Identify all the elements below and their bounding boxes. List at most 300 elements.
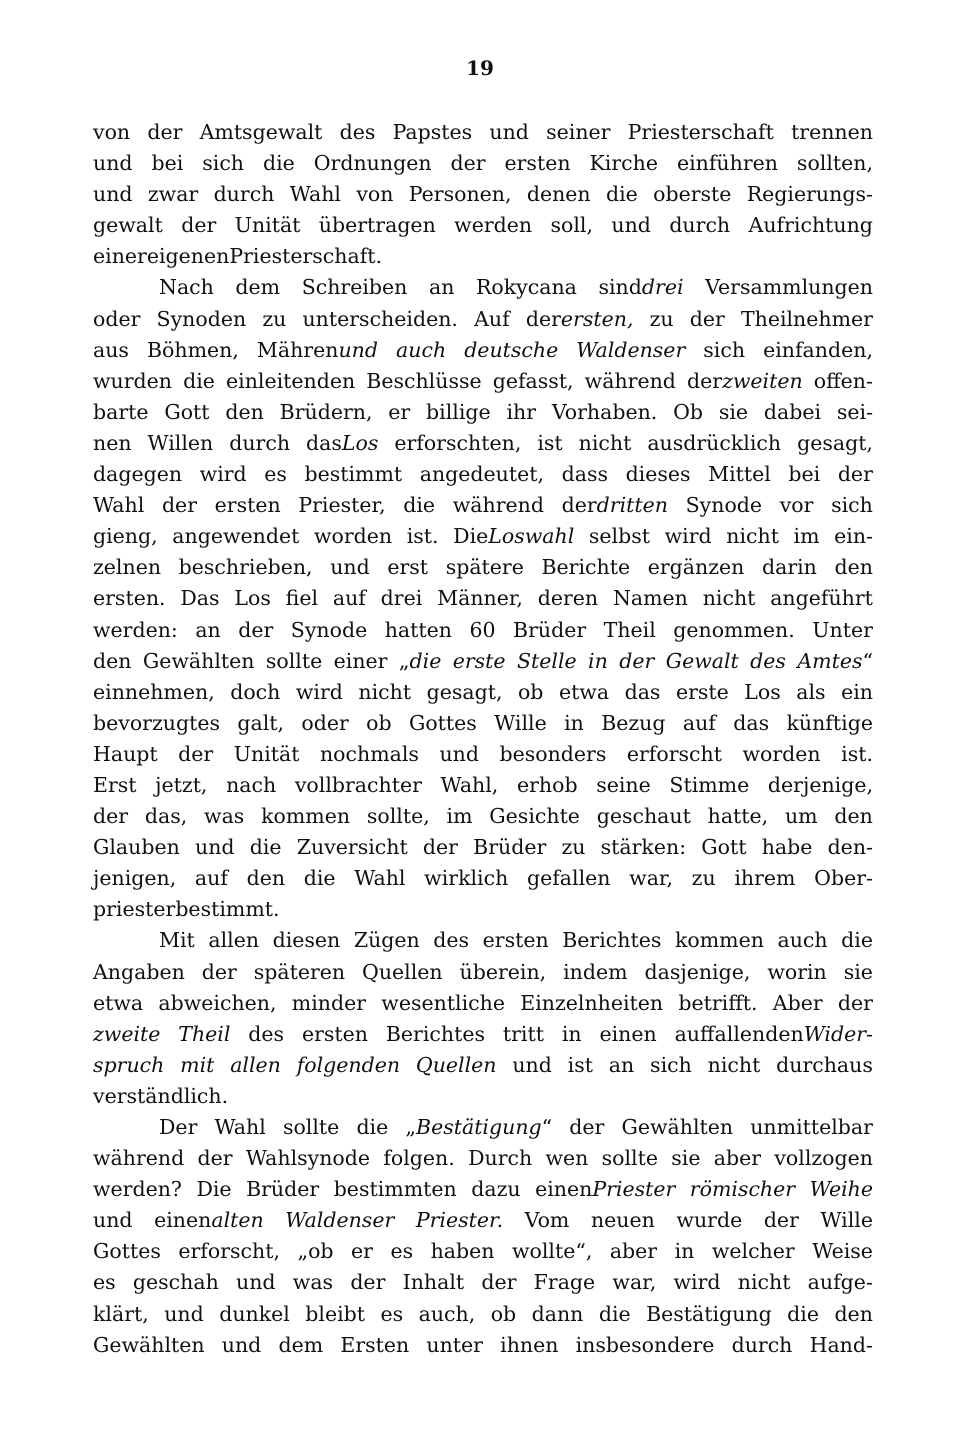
text-line <box>93 179 873 210</box>
word: werden <box>454 213 533 238</box>
word: Berichte <box>541 555 631 580</box>
word: wird <box>199 462 247 487</box>
word: ist <box>567 1052 593 1077</box>
word: Priesterschaft. <box>229 244 383 269</box>
word: jetzt, <box>155 772 208 797</box>
text-line <box>93 894 873 925</box>
text-line <box>93 801 873 832</box>
word: dieses <box>625 462 691 487</box>
word: Theil <box>178 1021 231 1046</box>
word: auffallendenWider- <box>674 1021 873 1046</box>
word: Ob <box>673 399 704 424</box>
word: Brüdern, <box>279 399 373 424</box>
word: die <box>249 835 282 860</box>
word: während <box>584 368 676 393</box>
word: Theilnehmer <box>740 306 873 331</box>
word: Rokycana <box>475 275 577 300</box>
word: übertragen <box>318 213 436 238</box>
word: der <box>178 741 214 766</box>
word: unmittelbar <box>750 1115 873 1139</box>
word: nicht <box>726 524 779 549</box>
word: zwar <box>147 182 199 207</box>
word: und <box>93 1208 133 1233</box>
text-line <box>93 1112 873 1143</box>
word: Haupt <box>93 741 158 766</box>
word: neuen <box>590 1208 655 1233</box>
text-line <box>93 677 873 708</box>
word: Hand- <box>809 1332 873 1357</box>
word: die <box>605 182 638 207</box>
word: erforschten, <box>394 430 522 455</box>
word: nicht <box>707 1052 761 1077</box>
word: Vorhaben. <box>551 399 658 424</box>
word: Gottes <box>408 710 477 735</box>
word: billige <box>426 399 491 424</box>
word: dasLos <box>306 430 379 455</box>
word: im <box>446 804 473 829</box>
word: wird <box>295 679 343 704</box>
word: welcher <box>711 1239 795 1264</box>
word: habe <box>761 835 813 860</box>
word: der <box>619 648 655 673</box>
word: den <box>225 399 264 424</box>
word: wird <box>664 524 712 549</box>
word: zelnen <box>93 555 162 580</box>
word: seine <box>596 772 651 797</box>
word: 60 <box>469 617 496 642</box>
word: Weise <box>812 1239 873 1264</box>
text-line <box>93 148 873 179</box>
word: derersten, <box>525 306 634 331</box>
word: war, <box>629 866 673 891</box>
text-line <box>93 241 873 272</box>
word: die <box>356 1115 389 1139</box>
word: späteren <box>253 959 346 984</box>
word: beschrieben, <box>178 555 313 580</box>
word: priester <box>93 897 176 922</box>
word: Amtes“ <box>797 648 873 673</box>
word: Unität <box>234 213 301 238</box>
word: ersten <box>504 151 571 176</box>
word: sie <box>671 1146 701 1171</box>
word: und <box>330 555 370 580</box>
word: der <box>350 1270 386 1295</box>
word: den <box>93 648 132 673</box>
word: worden <box>313 524 393 549</box>
word: an <box>608 1052 635 1077</box>
word: Waldenser <box>576 337 686 362</box>
word: auf <box>332 586 366 611</box>
word: darin <box>761 555 817 580</box>
word: seiner <box>546 120 611 144</box>
word: Erst <box>93 772 137 797</box>
word: ersten. <box>93 586 166 611</box>
word: dem <box>235 275 281 300</box>
word: gesagt, <box>797 430 873 455</box>
word: in <box>564 710 584 735</box>
word: einenPriester <box>535 1177 676 1202</box>
word: ihnen <box>500 1332 559 1357</box>
word: der <box>422 835 458 860</box>
word: Ordnungen <box>313 151 432 176</box>
word: und <box>93 182 133 207</box>
word: im <box>793 524 820 549</box>
word: wesentliche <box>381 990 505 1015</box>
word: das <box>733 710 770 735</box>
word: Namen <box>612 586 688 611</box>
word: das <box>624 679 661 704</box>
word: dazu <box>471 1177 521 1202</box>
word: Theil <box>603 617 656 642</box>
word: vollbrachter <box>294 772 422 797</box>
word: barte <box>93 399 149 424</box>
word: einenalten <box>154 1208 264 1233</box>
word: gefallen <box>526 866 611 891</box>
word: oberste <box>653 182 732 207</box>
text-line <box>93 428 873 459</box>
word: die <box>262 151 295 176</box>
word: Mit <box>159 928 195 953</box>
word: trennen <box>791 120 873 144</box>
word: Amtsgewalt <box>199 120 323 144</box>
word: Gott <box>701 835 747 860</box>
text-line <box>93 210 873 241</box>
word: einnehmen, <box>93 679 215 704</box>
word: selbst <box>588 524 650 549</box>
word: offen- <box>813 368 873 393</box>
word: ist <box>537 430 563 455</box>
word: geschah <box>132 1270 219 1295</box>
text-line <box>93 739 873 770</box>
word: Vom <box>524 1208 570 1233</box>
word: sollte <box>601 1146 658 1171</box>
word: bevorzugtes <box>93 710 220 735</box>
word: deutsche <box>464 337 559 362</box>
word: einfanden, <box>763 337 873 362</box>
text-line <box>93 1330 873 1361</box>
word: Wille <box>820 1208 873 1233</box>
word: tritt <box>502 1021 544 1046</box>
word: die <box>303 866 336 891</box>
word: mit <box>180 1052 215 1077</box>
word: Stelle <box>516 648 577 673</box>
word: bei <box>788 462 821 487</box>
word: Mittel <box>708 462 771 487</box>
word: ein <box>841 679 873 704</box>
word: hatte, <box>707 804 769 829</box>
word: ausdrücklich <box>647 430 782 455</box>
word: sollten, <box>796 151 873 176</box>
word: einer <box>93 244 147 269</box>
word: allen <box>230 1052 281 1077</box>
word: den <box>246 866 286 891</box>
word: der <box>481 1270 517 1295</box>
word: Einzelnheiten <box>520 990 664 1015</box>
word: auch <box>396 337 447 362</box>
word: es <box>380 1301 404 1326</box>
word: Gott <box>164 399 210 424</box>
word: soll, <box>550 213 593 238</box>
word: wen <box>545 1146 589 1171</box>
word: Unität <box>233 741 300 766</box>
word: gefasst, <box>492 368 574 393</box>
word: geschaut <box>596 804 691 829</box>
word: der <box>689 306 725 331</box>
word: nochmals <box>319 741 419 766</box>
word: gewalt <box>93 213 163 238</box>
word: sich <box>202 151 245 176</box>
word: des <box>339 120 376 144</box>
word: Kirche <box>589 151 658 176</box>
word: angewendet <box>172 524 300 549</box>
word: DieLoswahl <box>453 524 575 549</box>
word: Der <box>159 1115 198 1139</box>
page-number: 19 <box>466 56 494 80</box>
word: klärt, <box>93 1301 149 1326</box>
word: Papstes <box>392 120 473 144</box>
word: Schreiben <box>301 275 408 300</box>
word: Versammlungen <box>705 275 873 300</box>
word: der <box>147 120 183 144</box>
word: Wahl <box>289 182 341 207</box>
word: sollte <box>265 648 323 673</box>
word: deren <box>537 586 599 611</box>
word: der <box>197 1146 233 1171</box>
word: erhob <box>516 772 578 797</box>
text-line <box>93 1174 873 1205</box>
word: kommen <box>674 928 764 953</box>
word: erste <box>452 648 506 673</box>
word: Brüder <box>246 1177 320 1202</box>
word: ob <box>517 679 544 704</box>
word: von <box>93 120 131 144</box>
word: und <box>164 1301 204 1326</box>
word: genommen. <box>673 617 795 642</box>
word: galt, <box>237 710 285 735</box>
word: in <box>561 1021 582 1046</box>
word: künftige <box>786 710 873 735</box>
word: kommen <box>261 804 351 829</box>
word: spätere <box>445 555 524 580</box>
word: ersten <box>214 493 281 518</box>
word: Synoden <box>156 306 247 331</box>
word: sollte, <box>366 804 430 829</box>
text-line <box>93 521 873 552</box>
word: sie <box>718 399 749 424</box>
word: etwa <box>93 990 144 1015</box>
word: zweite <box>93 1021 161 1046</box>
word: und <box>512 1052 552 1077</box>
word: Aufrichtung <box>748 213 873 238</box>
text-line <box>93 957 873 988</box>
word: Berichtes <box>385 1021 485 1046</box>
word: Inhalt <box>402 1270 465 1295</box>
word: die <box>787 1301 819 1326</box>
word: werden? <box>93 1177 182 1202</box>
word: erforscht <box>626 741 722 766</box>
word: nen <box>93 430 132 455</box>
word: es <box>264 462 287 487</box>
word: den <box>834 804 873 829</box>
word: auch, <box>418 1301 476 1326</box>
word: Weihe <box>809 1177 873 1202</box>
word: Los <box>744 679 781 704</box>
word: bestimmt. <box>175 897 280 922</box>
word: sei- <box>836 399 873 424</box>
word: dunkel <box>219 1301 290 1326</box>
word: nicht <box>737 1270 791 1295</box>
word: wird <box>673 1270 721 1295</box>
word: Wahl <box>354 866 406 891</box>
word: dagegen <box>93 462 183 487</box>
word: und <box>93 151 133 176</box>
word: Priesterschaft <box>627 120 774 144</box>
word: Brüder <box>513 617 587 642</box>
word: Das <box>180 586 220 611</box>
text-line <box>93 832 873 863</box>
word: Gottes <box>93 1239 161 1264</box>
word: betrifft. <box>678 990 758 1015</box>
word: während <box>452 493 544 518</box>
word: sich <box>703 337 746 362</box>
word: nicht <box>358 679 412 704</box>
word: Männer, <box>437 586 523 611</box>
word: wurde <box>676 1208 743 1233</box>
word: vor <box>779 493 814 518</box>
word: einführen <box>676 151 778 176</box>
word: und <box>489 120 529 144</box>
word: als <box>796 679 826 704</box>
text-line <box>93 1143 873 1174</box>
word: an <box>195 617 221 642</box>
word: Brüder <box>473 835 547 860</box>
word: Ersten <box>340 1332 410 1357</box>
word: abweichen, <box>158 990 277 1015</box>
word: ist. <box>841 741 873 766</box>
word: aber <box>609 1239 658 1264</box>
word: Ober- <box>814 866 873 891</box>
word: Wille <box>494 710 547 735</box>
word: Glauben <box>93 835 180 860</box>
text-line <box>93 335 873 366</box>
text-line <box>93 397 873 428</box>
word: nicht <box>702 586 756 611</box>
word: nicht <box>578 430 632 455</box>
word: Mährenund <box>256 337 379 362</box>
word: spruch <box>93 1052 165 1077</box>
word: durchaus <box>776 1052 873 1077</box>
word: um <box>784 804 818 829</box>
word: gesagt, <box>426 679 503 704</box>
word: Zügen <box>353 928 420 953</box>
word: insbesondere <box>575 1332 715 1357</box>
word: ob <box>490 1301 517 1326</box>
word: zu <box>262 306 287 331</box>
text-line <box>93 117 873 148</box>
word: Beschlüsse <box>366 368 482 393</box>
word: durch <box>213 182 275 207</box>
word: haben <box>430 1239 495 1264</box>
text-line <box>93 490 873 521</box>
word: den- <box>827 835 873 860</box>
text-line <box>93 863 873 894</box>
word: zu <box>649 306 674 331</box>
word: erste <box>675 679 729 704</box>
word: angeführt <box>770 586 873 611</box>
word: Gewählten <box>93 1332 205 1357</box>
word: dem <box>278 1332 324 1357</box>
word: in <box>588 648 608 673</box>
word: ein- <box>834 524 873 549</box>
word: ob <box>366 710 392 735</box>
word: der <box>763 1208 799 1233</box>
word: werden: <box>93 617 178 642</box>
word: worden <box>742 741 821 766</box>
word: der <box>837 990 873 1015</box>
word: ihrem <box>734 866 796 891</box>
word: unter <box>426 1332 483 1357</box>
text-line <box>93 583 873 614</box>
word: derdritten <box>561 493 668 518</box>
word: worin <box>767 959 827 984</box>
word: Wahl <box>214 1115 266 1139</box>
word: Gewalt <box>665 648 739 673</box>
word: Personen, <box>408 182 512 207</box>
word: angedeutet, <box>419 462 545 487</box>
word: sollte <box>282 1115 340 1139</box>
word: die <box>841 928 873 953</box>
word: zu <box>561 835 586 860</box>
word: auch <box>777 928 828 953</box>
word: der <box>161 493 197 518</box>
word: der <box>837 462 873 487</box>
word: wollte“, <box>511 1239 593 1264</box>
word: „die <box>398 648 442 673</box>
word: dabei <box>763 399 822 424</box>
word: bleibt <box>305 1301 366 1326</box>
word: es <box>93 1270 116 1295</box>
word: ersten <box>301 1021 368 1046</box>
text-line <box>93 615 873 646</box>
word: Willen <box>147 430 214 455</box>
word: ergänzen <box>647 555 745 580</box>
text-line <box>93 459 873 490</box>
word: Stimme <box>669 772 750 797</box>
word: Los <box>234 586 271 611</box>
word: die <box>183 368 215 393</box>
word: der <box>238 617 274 642</box>
word: in <box>674 1239 695 1264</box>
word: derzweiten <box>687 368 803 393</box>
text-line <box>93 925 873 956</box>
word: einleitenden <box>226 368 356 393</box>
word: Synode <box>290 617 368 642</box>
word: Böhmen, <box>146 337 239 362</box>
word: Bestätigung <box>646 1301 772 1326</box>
word: minder <box>291 990 367 1015</box>
word: einer <box>333 648 388 673</box>
text-line <box>93 1019 873 1050</box>
word: diesen <box>272 928 341 953</box>
word: etwa <box>558 679 610 704</box>
word: bestimmten <box>333 1177 457 1202</box>
word: Wahl, <box>440 772 499 797</box>
text-line <box>93 1299 873 1330</box>
word: Regierungs- <box>746 182 873 207</box>
word: dann <box>531 1301 584 1326</box>
word: aber <box>713 1146 762 1171</box>
word: ersten <box>482 928 549 953</box>
